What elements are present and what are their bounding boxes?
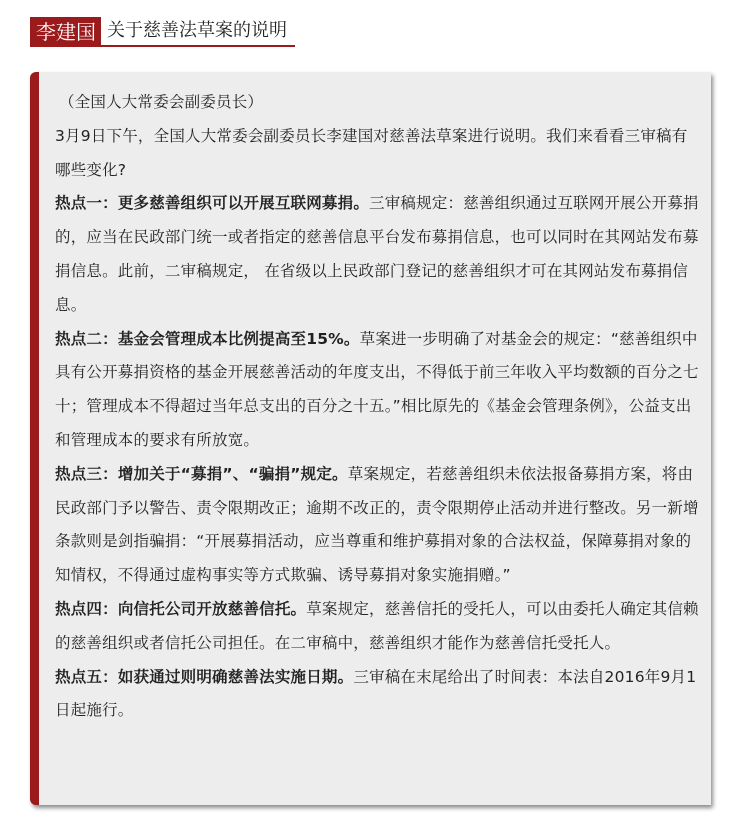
- article-card: [30, 72, 711, 805]
- hotspot-title: 向信托公司开放慈善信托。: [117, 599, 307, 618]
- hotspot-text: 三审稿在末尾给出了时间表：本法自2016年9月1日起施行。: [55, 667, 697, 720]
- hotspot-5: [55, 661, 699, 729]
- hotspot-title: 如获通过则明确慈善法实施日期。: [117, 667, 354, 686]
- intro-paragraph: 3月9日下午，全国人大常委会副委员长李建国对慈善法草案进行说明。我们来看看三审稿有哪些变化?: [55, 126, 688, 179]
- hotspot-text: 草案规定，若慈善组织未依法报备募捐方案，将由民政部门予以警告、责令限期改正；逾期不改正的，责令限期停止活动并进行整改。另一新增条款则是剑指骗捐：“开展募捐活动，应当尊重和维护募捐对象的合法权益，保障募捐对象的知情权，不得通过虚构事实等方式欺骗、诱导募捐对象实施捐赠。”: [55, 464, 699, 585]
- author-name-badge: 李建国: [30, 17, 101, 47]
- hotspot-3: [55, 458, 699, 593]
- hotspot-1: [55, 187, 699, 322]
- hotspot-2: [55, 323, 699, 458]
- hotspot-label: 热点五：: [55, 667, 118, 686]
- hotspot-text: 草案进一步明确了对基金会的规定：“慈善组织中具有公开募捐资格的基金开展慈善活动的年度支出，不得低于前三年收入平均数额的百分之七十；管理成本不得超过当年总支出的百分之十五。”相比原先的《基金会管理条例》，公益支出和管理成本的要求有所放宽。: [55, 329, 699, 449]
- hotspot-title: 更多慈善组织可以开展互联网募捐。: [117, 194, 370, 213]
- author-position: （全国人大常委会副委员长）: [59, 93, 264, 111]
- hotspot-text: 三审稿规定：慈善组织通过互联网开展公开募捐的，应当在民政部门统一或者指定的慈善信息平台发布募捐信息，也可以同时在其网站发布募捐信息。此前，二审稿规定， 在省级以上民政部门登记的慈善组织才可在其网站发布募捐信息。: [55, 194, 699, 314]
- hotspot-label: 热点二：: [55, 329, 118, 348]
- article-header: [30, 17, 295, 47]
- hotspot-4: [55, 593, 699, 661]
- hotspot-label: 热点四：: [55, 599, 118, 618]
- hotspot-text: 草案规定，慈善信托的受托人，可以由委托人确定其信赖的慈善组织或者信托公司担任。在二审稿中，慈善组织才能作为慈善信托受托人。: [55, 599, 699, 652]
- hotspot-label: 热点三：: [55, 464, 118, 483]
- article-title: 关于慈善法草案的说明: [101, 17, 295, 47]
- hotspot-label: 热点一：: [55, 194, 118, 213]
- hotspot-title: 基金会管理成本比例提高至15%。: [117, 329, 360, 348]
- hotspot-title: 增加关于“募捐”、“骗捐”规定。: [117, 464, 348, 483]
